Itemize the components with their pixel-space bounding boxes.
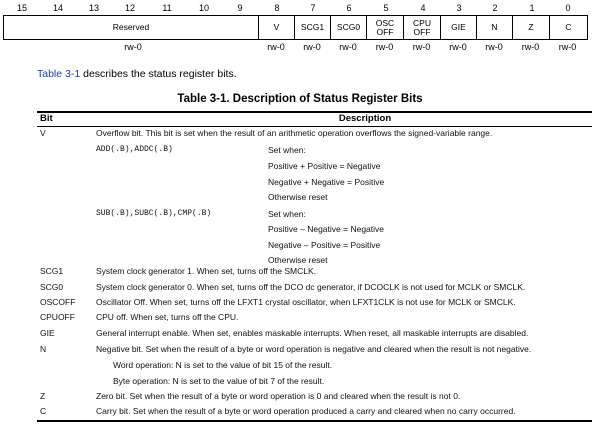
bit-description: Negative bit. Set when the result of a byte or word operation is negative and cleared when the result is not negative. xyxy=(96,344,532,354)
table-header-rule xyxy=(37,126,592,127)
bit-name: SCG0 xyxy=(40,282,64,292)
bit-number-10: 10 xyxy=(198,3,209,13)
bit-name: C xyxy=(40,406,47,416)
access-scg1: rw-0 xyxy=(303,42,321,52)
bit-name: SCG1 xyxy=(40,266,64,276)
register-cell-scg1: SCG1 xyxy=(295,16,331,39)
bit-number-14: 14 xyxy=(52,3,63,13)
bit-number-6: 6 xyxy=(346,3,352,13)
condition-text: Otherwise reset xyxy=(268,255,328,265)
bit-number-13: 13 xyxy=(88,3,99,13)
access-reserved: rw-0 xyxy=(124,42,142,52)
bit-name: GIE xyxy=(40,328,55,338)
condition-text: Positive + Positive = Negative xyxy=(268,161,381,171)
bit-number-9: 9 xyxy=(237,3,243,13)
register-cell-oscoff: OSC OFF xyxy=(367,16,404,39)
table-title: Table 3-1. Description of Status Register Bits xyxy=(177,93,423,105)
bit-description: Overflow bit. This bit is set when the result of an arithmetic operation overflows the signed-variable range. xyxy=(96,128,493,138)
register-cell-scg0: SCG0 xyxy=(331,16,367,39)
column-header-description: Description xyxy=(338,113,392,124)
access-c: rw-0 xyxy=(558,42,577,52)
access-oscoff: rw-0 xyxy=(375,42,394,52)
instruction-list: ADD(.B),ADDC(.B) xyxy=(96,145,173,154)
condition-text: Negative + Negative = Positive xyxy=(268,177,385,187)
condition-text: Set when: xyxy=(268,209,306,219)
column-header-bit: Bit xyxy=(40,113,53,124)
condition-text: Positive – Negative = Negative xyxy=(268,224,384,234)
bit-description: General interrupt enable. When set, enables maskable interrupts. When reset, all maskable interrupts are disabled. xyxy=(96,328,529,338)
bit-name: CPUOFF xyxy=(40,312,75,322)
access-gie: rw-0 xyxy=(449,42,467,52)
bit-name: V xyxy=(40,128,46,138)
status-register-diagram xyxy=(3,15,588,40)
bit-number-4: 4 xyxy=(420,3,426,13)
bit-name: N xyxy=(40,344,47,354)
sub-description: Word operation: N is set to the value of bit 15 of the result. xyxy=(113,360,333,370)
bit-description: System clock generator 0. When set, turns off the DCO dc generator, if DCOCLK is not used for MCLK or SMCLK. xyxy=(96,282,526,292)
bit-number-15: 15 xyxy=(16,3,27,13)
access-z: rw-0 xyxy=(521,42,540,52)
access-v: rw-0 xyxy=(267,42,285,52)
access-scg0: rw-0 xyxy=(339,42,357,52)
bit-description: Zero bit. Set when the result of a byte or word operation is 0 and cleared when the result is not 0. xyxy=(96,391,461,401)
register-cell-z: Z xyxy=(513,16,550,39)
bit-number-0: 0 xyxy=(565,3,571,13)
condition-text: Negative – Positive = Positive xyxy=(268,240,381,250)
bit-number-8: 8 xyxy=(274,3,280,13)
condition-text: Set when: xyxy=(268,145,306,155)
register-cell-gie: GIE xyxy=(441,16,477,39)
bit-number-5: 5 xyxy=(383,3,389,13)
register-cell-cpuoff: CPU OFF xyxy=(404,16,441,39)
bit-number-2: 2 xyxy=(492,3,498,13)
register-cell-v: V xyxy=(259,16,295,39)
bit-number-7: 7 xyxy=(310,3,316,13)
register-cell-c: C xyxy=(565,22,572,32)
bit-number-12: 12 xyxy=(124,3,135,13)
register-cell-n: N xyxy=(477,16,513,39)
bit-number-1: 1 xyxy=(529,3,535,13)
register-cell-reserved: Reserved xyxy=(4,16,259,39)
intro-text: describes the status register bits. xyxy=(80,68,237,80)
bit-name: OSCOFF xyxy=(40,297,76,307)
instruction-list: SUB(.B),SUBC(.B),CMP(.B) xyxy=(96,209,212,218)
access-cpuoff: rw-0 xyxy=(412,42,431,52)
access-n: rw-0 xyxy=(485,42,503,52)
bit-name: Z xyxy=(40,391,46,401)
bit-number-3: 3 xyxy=(456,3,462,13)
bit-description: Oscillator Off. When set, turns off the LFXT1 crystal oscillator, when LFXT1CLK is not use for MCLK or SMCLK. xyxy=(96,297,516,307)
bit-description: CPU off. When set, turns off the CPU. xyxy=(96,312,239,322)
table-reference-link[interactable]: Table 3-1 xyxy=(37,68,81,80)
sub-description: Byte operation: N is set to the value of bit 7 of the result. xyxy=(113,376,325,386)
condition-text: Otherwise reset xyxy=(268,192,328,202)
bit-number-11: 11 xyxy=(162,3,172,13)
bit-description: Carry bit. Set when the result of a byte or word operation produced a carry and cleared when no carry occurred. xyxy=(96,406,516,416)
table-bottom-rule xyxy=(37,420,592,422)
intro-sentence xyxy=(37,68,237,80)
bit-description: System clock generator 1. When set, turns off the SMCLK. xyxy=(96,266,316,276)
